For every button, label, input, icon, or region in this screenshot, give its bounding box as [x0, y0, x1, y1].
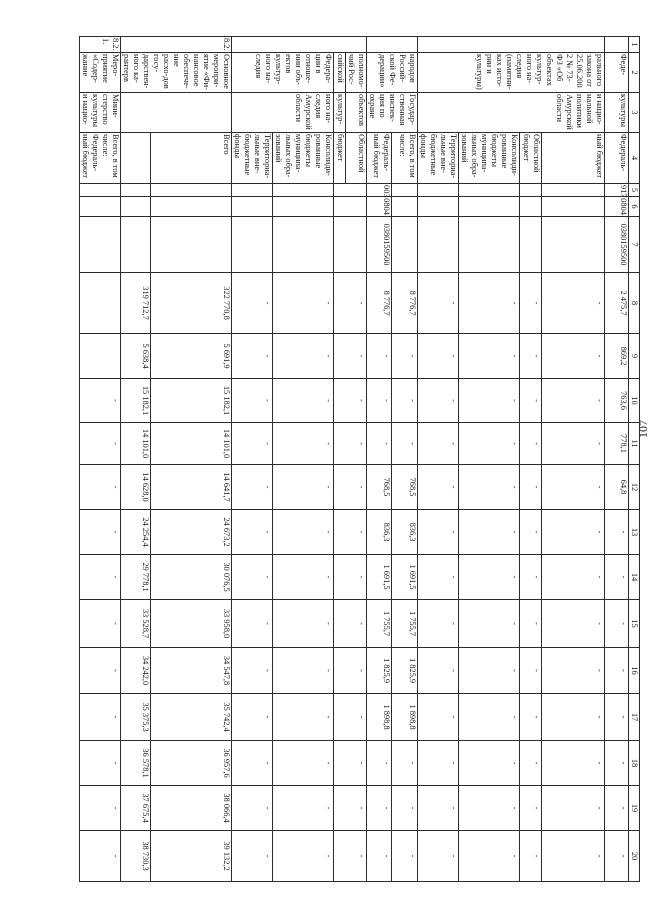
table-cell: 003	[367, 184, 392, 197]
table-cell: -	[232, 600, 273, 648]
table-cell: Основное меропри-ятие «Фи-нансовое обеспече-ние расхо-дов госу-дарствен-ного ка-рантерв	[121, 53, 232, 93]
table-cell: -	[391, 831, 417, 882]
table-row	[346, 37, 367, 882]
table-cell: -	[459, 465, 520, 510]
table-row	[520, 37, 542, 882]
table-cell: -	[273, 379, 334, 423]
table-cell	[418, 197, 459, 217]
table-cell	[151, 217, 232, 273]
table-cell	[605, 37, 629, 53]
table-cell: -	[418, 648, 459, 694]
table-cell: 836,3	[391, 510, 417, 555]
table-cell: -	[542, 600, 605, 648]
table-cell: -	[605, 555, 629, 600]
table-cell	[273, 184, 334, 197]
table-cell	[80, 184, 121, 197]
col-header: 5	[629, 184, 640, 197]
table-cell: -	[232, 423, 273, 465]
table-cell: -	[520, 600, 542, 648]
table-cell: -	[520, 510, 542, 555]
table-cell: Консолиди-рованные бюджеты муниципа-льных обра-зований	[273, 133, 334, 184]
table-cell: 5 638,4	[121, 334, 151, 379]
table-cell: -	[232, 465, 273, 510]
table-cell	[391, 197, 417, 217]
col-header: 2	[629, 53, 640, 93]
col-header: 8	[629, 273, 640, 334]
table-row	[151, 37, 232, 882]
table-cell: 0380159500	[367, 217, 392, 273]
table-cell: 64,8	[605, 465, 629, 510]
table-cell: 1 691,5	[391, 555, 417, 600]
table-cell: -	[605, 786, 629, 831]
table-cell: 24 673,2	[151, 510, 232, 555]
table-cell: ного на-следия Амурской области	[232, 93, 334, 133]
table-cell: 36 957,6	[151, 741, 232, 786]
table-cell: -	[232, 379, 273, 423]
table-cell: -	[605, 510, 629, 555]
table-cell: -	[542, 423, 605, 465]
table-cell: Территориа-льные вне-бюджетные фонды	[418, 133, 459, 184]
column-number-header-row	[629, 37, 640, 882]
table-cell: 15 182,1	[121, 379, 151, 423]
table-row	[542, 37, 605, 882]
table-cell: -	[391, 423, 417, 465]
table-cell: -	[334, 648, 367, 694]
table-cell: -	[542, 465, 605, 510]
table-cell: -	[459, 600, 520, 648]
table-cell: -	[418, 379, 459, 423]
table-cell: -	[542, 334, 605, 379]
table-cell: -	[391, 334, 417, 379]
table-cell: 2 475,7	[605, 273, 629, 334]
table-cell	[391, 184, 417, 197]
table-row	[273, 37, 334, 882]
table-cell: -	[459, 379, 520, 423]
table-cell: -	[459, 741, 520, 786]
col-header: 6	[629, 197, 640, 217]
table-cell	[418, 37, 605, 53]
table-cell	[80, 334, 121, 379]
table-cell: 38 730,3	[121, 831, 151, 882]
table-cell: 1 755,7	[367, 600, 392, 648]
table-cell: 1 755,7	[391, 600, 417, 648]
table-cell: -	[273, 831, 334, 882]
table-cell: -	[80, 510, 121, 555]
table-cell: -	[418, 273, 459, 334]
table-cell: -	[367, 379, 392, 423]
table-cell: Феде-	[605, 53, 629, 93]
table-cell: Областной бюджет	[520, 133, 542, 184]
table-cell: -	[418, 465, 459, 510]
table-cell	[273, 197, 334, 217]
table-cell	[232, 184, 273, 197]
table-cell: -	[232, 555, 273, 600]
table-cell: 0804	[605, 197, 629, 217]
table-cell	[391, 217, 417, 273]
table-cell: -	[367, 831, 392, 882]
table-cell: -	[273, 648, 334, 694]
table-cell: -	[542, 786, 605, 831]
table-cell	[334, 217, 367, 273]
table-cell	[542, 184, 605, 197]
table-cell: 39 132,2	[151, 831, 232, 882]
table-cell	[232, 37, 367, 53]
col-header: 16	[629, 648, 640, 694]
table-cell: -	[459, 423, 520, 465]
table-cell: Всего	[151, 133, 232, 184]
table-cell: 35 375,3	[121, 694, 151, 741]
table-cell: -	[232, 741, 273, 786]
table-cell: -	[605, 694, 629, 741]
col-header: 15	[629, 600, 640, 648]
table-cell: 1 898,8	[391, 694, 417, 741]
table-cell: -	[542, 510, 605, 555]
table-cell: -	[367, 334, 392, 379]
table-cell: -	[80, 648, 121, 694]
table-cell: -	[367, 423, 392, 465]
table-cell: ный бюджет	[542, 133, 605, 184]
table-cell	[121, 197, 151, 217]
table-cell	[520, 217, 542, 273]
table-cell: 1 691,5	[367, 555, 392, 600]
table-cell: Территориа-льные вне-бюджетные фонды	[232, 133, 273, 184]
table-cell: -	[232, 694, 273, 741]
table-cell: 1 825,9	[367, 648, 392, 694]
table-cell: -	[605, 648, 629, 694]
table-cell	[418, 217, 459, 273]
budget-table-rotated	[79, 36, 640, 881]
table-cell	[151, 197, 232, 217]
table-cell: -	[232, 786, 273, 831]
table-cell: полномо-чий Рос-	[346, 53, 367, 93]
table-cell: -	[542, 741, 605, 786]
table-cell: -	[80, 741, 121, 786]
table-cell	[459, 184, 520, 197]
table-cell: -	[418, 510, 459, 555]
table-cell: -	[459, 334, 520, 379]
table-cell: Всего, в том числе:	[391, 133, 417, 184]
table-cell: -	[232, 648, 273, 694]
table-cell	[459, 217, 520, 273]
table-cell: -	[80, 555, 121, 600]
table-cell: -	[542, 555, 605, 600]
table-cell: 917	[605, 184, 629, 197]
table-cell: -	[459, 786, 520, 831]
table-cell: -	[273, 465, 334, 510]
table-cell: -	[542, 273, 605, 334]
table-cell: -	[273, 600, 334, 648]
table-cell	[80, 217, 121, 273]
table-cell	[334, 184, 367, 197]
table-cell: 14 101,0	[121, 423, 151, 465]
col-header: 10	[629, 379, 640, 423]
table-cell: 8 776,7	[391, 273, 417, 334]
table-cell: -	[520, 694, 542, 741]
table-cell: -	[542, 694, 605, 741]
table-cell: Федераль-ный бюджет	[367, 133, 392, 184]
table-cell: 37 675,4	[121, 786, 151, 831]
table-cell	[418, 184, 459, 197]
col-header: 14	[629, 555, 640, 600]
table-cell: 768,5	[391, 465, 417, 510]
table-cell: -	[418, 600, 459, 648]
table-cell: -	[459, 510, 520, 555]
table-cell: 0804	[367, 197, 392, 217]
table-cell: -	[80, 600, 121, 648]
table-cell	[232, 217, 273, 273]
table-cell: -	[273, 694, 334, 741]
table-cell: -	[334, 786, 367, 831]
table-row	[605, 37, 629, 882]
table-cell: 1 825,9	[391, 648, 417, 694]
table-cell: -	[418, 741, 459, 786]
table-cell: 24 254,4	[121, 510, 151, 555]
table-cell: культуры	[605, 93, 629, 133]
table-cell: -	[459, 648, 520, 694]
table-cell: 8 776,7	[367, 273, 392, 334]
table-cell: -	[367, 786, 392, 831]
table-cell: 763,6	[605, 379, 629, 423]
col-header: 20	[629, 831, 640, 882]
table-cell: -	[334, 510, 367, 555]
col-header: 1	[629, 37, 640, 53]
table-cell: -	[418, 831, 459, 882]
table-cell: -	[273, 786, 334, 831]
table-row	[418, 37, 459, 882]
col-header: 19	[629, 786, 640, 831]
table-cell: -	[542, 831, 605, 882]
table-cell: 29 778,1	[121, 555, 151, 600]
table-cell: -	[334, 555, 367, 600]
col-header: 4	[629, 133, 640, 184]
table-cell	[459, 197, 520, 217]
table-cell: -	[391, 741, 417, 786]
table-cell	[232, 197, 273, 217]
table-cell: -	[80, 694, 121, 741]
table-row	[121, 37, 151, 882]
table-cell: -	[418, 423, 459, 465]
col-header: 13	[629, 510, 640, 555]
table-cell: 33 958,0	[151, 600, 232, 648]
table-row	[367, 37, 392, 882]
table-cell: -	[542, 379, 605, 423]
table-cell	[121, 184, 151, 197]
table-cell	[121, 217, 151, 273]
col-header: 17	[629, 694, 640, 741]
table-cell: Федера-ции в отноше-нии объ-ектов культур-ного на-следия	[232, 53, 334, 93]
table-cell: 33 528,7	[121, 600, 151, 648]
table-cell: -	[80, 379, 121, 423]
table-cell: -	[334, 465, 367, 510]
table-cell: -	[334, 694, 367, 741]
table-cell: -	[520, 648, 542, 694]
table-cell: Консолиди-рованные бюджеты муниципа-льных обра-зований	[459, 133, 520, 184]
table-cell: -	[232, 334, 273, 379]
table-cell: 5 691,9	[151, 334, 232, 379]
table-cell: рального закона от 25.06.200 2 № 73-ФЗ «Об объектах культур-ного на-следия (памятни-ках исто-рии и культуры)	[418, 53, 605, 93]
table-cell: 768,5	[367, 465, 392, 510]
table-cell: -	[459, 555, 520, 600]
table-cell: -	[391, 379, 417, 423]
table-cell: 319 712,7	[121, 273, 151, 334]
table-cell	[80, 197, 121, 217]
col-header: 9	[629, 334, 640, 379]
page-number: 107	[636, 420, 650, 438]
col-header: 7	[629, 217, 640, 273]
table-cell: Мини-стерство культуры и нацио-	[80, 93, 121, 133]
table-cell: Федераль-	[605, 133, 629, 184]
table-cell: 1 898,8	[367, 694, 392, 741]
table-cell: 8.2.1.	[80, 37, 121, 53]
table-cell: -	[334, 831, 367, 882]
col-header: 18	[629, 741, 640, 786]
table-cell	[334, 197, 367, 217]
table-row	[391, 37, 417, 882]
table-cell: -	[520, 786, 542, 831]
table-cell: -	[418, 555, 459, 600]
table-cell: -	[367, 741, 392, 786]
table-cell: сийской	[334, 53, 346, 93]
table-cell: -	[520, 379, 542, 423]
table-cell: культур-	[334, 93, 346, 133]
budget-table	[79, 36, 640, 882]
table-cell: -	[418, 694, 459, 741]
table-cell: -	[273, 555, 334, 600]
table-cell: -	[232, 273, 273, 334]
table-cell: Меро-приятие «Содер-жание	[80, 53, 121, 93]
table-cell: -	[605, 831, 629, 882]
table-row	[232, 37, 273, 882]
table-cell: 14 101,0	[151, 423, 232, 465]
table-cell: -	[542, 648, 605, 694]
table-cell: -	[273, 741, 334, 786]
table-cell: Областной	[346, 133, 367, 184]
table-cell: 15 182,1	[151, 379, 232, 423]
table-cell: -	[391, 786, 417, 831]
table-cell: 778,1	[605, 423, 629, 465]
table-cell: Всего, в том числе: Федераль-ный бюджет	[80, 133, 121, 184]
table-cell	[542, 217, 605, 273]
table-cell: -	[520, 555, 542, 600]
table-cell	[121, 133, 151, 184]
table-cell: -	[80, 423, 121, 465]
table-cell: -	[80, 786, 121, 831]
table-cell: -	[520, 465, 542, 510]
table-cell: -	[334, 334, 367, 379]
col-header: 12	[629, 465, 640, 510]
table-cell	[273, 217, 334, 273]
table-cell	[520, 197, 542, 217]
table-row	[459, 37, 520, 882]
table-cell: 14 628,0	[121, 465, 151, 510]
table-cell: -	[334, 741, 367, 786]
table-cell	[542, 197, 605, 217]
table-cell: -	[520, 334, 542, 379]
table-cell: -	[459, 831, 520, 882]
col-header: 11	[629, 423, 640, 465]
table-cell: -	[418, 786, 459, 831]
table-cell: -	[520, 423, 542, 465]
table-cell: 34 242,0	[121, 648, 151, 694]
table-row	[80, 37, 121, 882]
table-cell: -	[605, 741, 629, 786]
table-cell: 30 076,5	[151, 555, 232, 600]
table-cell: народов Россий-ской Фе-дерации»	[367, 53, 418, 93]
table-cell: 14 641,7	[151, 465, 232, 510]
table-cell: -	[459, 273, 520, 334]
table-cell	[151, 184, 232, 197]
table-cell: -	[334, 600, 367, 648]
table-cell: -	[334, 423, 367, 465]
table-cell: и нацио-нальной политики Амурской области	[418, 93, 605, 133]
table-cell	[121, 93, 232, 133]
table-cell: 35 742,4	[151, 694, 232, 741]
table-cell: -	[80, 831, 121, 882]
table-cell: 36 578,1	[121, 741, 151, 786]
table-cell: -	[520, 273, 542, 334]
table-cell: -	[605, 600, 629, 648]
table-cell: 8.2.	[121, 37, 232, 53]
table-cell: -	[334, 379, 367, 423]
table-cell: 322 770,8	[151, 273, 232, 334]
table-cell: -	[232, 510, 273, 555]
table-cell	[367, 37, 418, 53]
table-cell: 34 547,8	[151, 648, 232, 694]
table-cell: -	[80, 465, 121, 510]
table-cell: -	[273, 510, 334, 555]
table-cell	[80, 273, 121, 334]
table-cell: 0380159500	[605, 217, 629, 273]
col-header: 3	[629, 93, 640, 133]
table-cell: 836,3	[367, 510, 392, 555]
table-cell: объектов	[346, 93, 367, 133]
table-cell: Государ-ственная инспек-ция по охране	[367, 93, 418, 133]
table-cell	[520, 184, 542, 197]
table-cell: -	[520, 741, 542, 786]
table-cell: 38 066,4	[151, 786, 232, 831]
table-cell: -	[334, 273, 367, 334]
table-cell: -	[520, 831, 542, 882]
table-cell: -	[273, 423, 334, 465]
table-cell: 869,2	[605, 334, 629, 379]
table-cell: -	[273, 334, 334, 379]
table-cell: бюджет	[334, 133, 346, 184]
table-cell: -	[232, 831, 273, 882]
table-cell: -	[273, 273, 334, 334]
table-cell: -	[459, 694, 520, 741]
table-cell: -	[418, 334, 459, 379]
